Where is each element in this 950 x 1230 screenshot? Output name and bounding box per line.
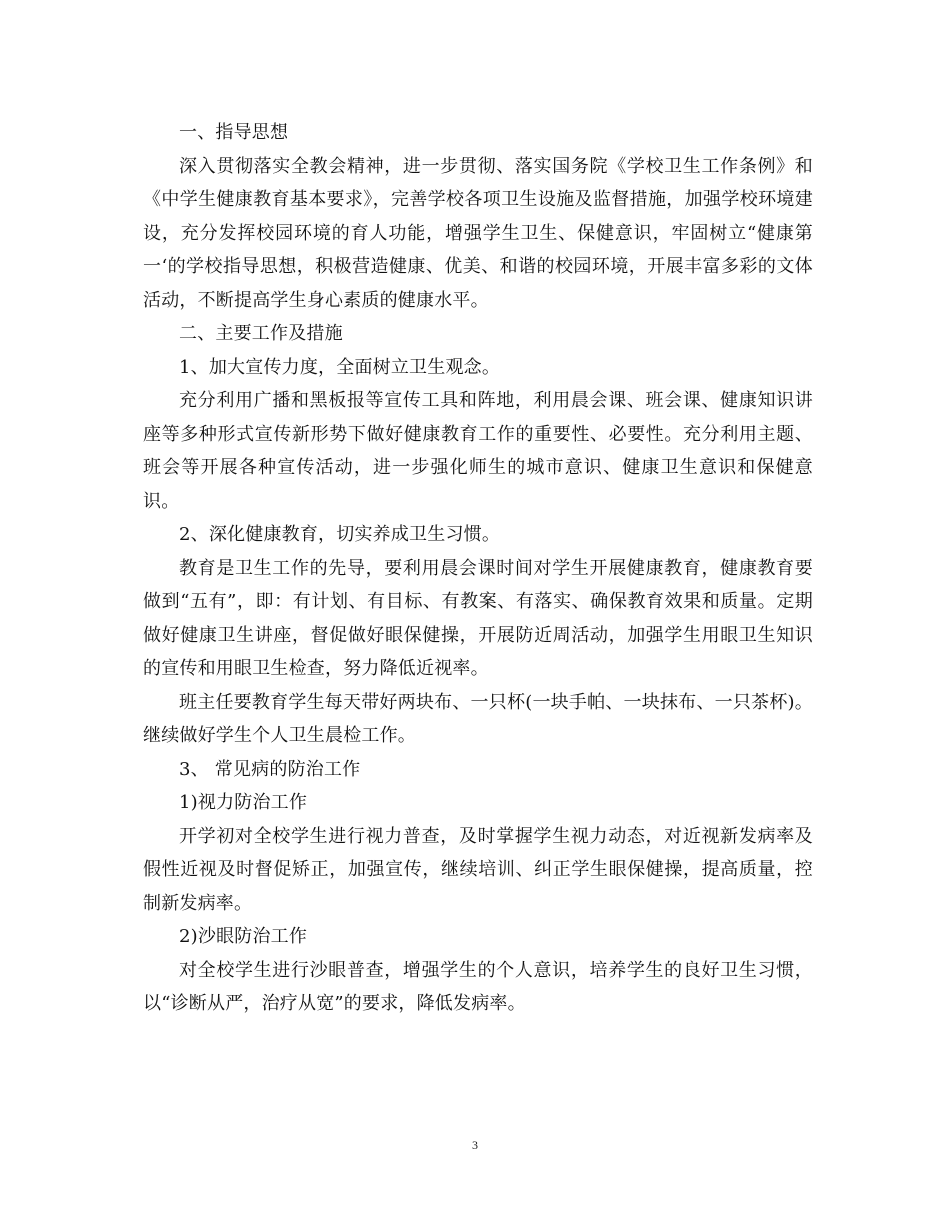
paragraph-publicity: 充分利用广播和黑板报等宣传工具和阵地，利用晨会课、班会课、健康知识讲座等多种形式宣传新形势下做好健康教育工作的重要性、必要性。充分利用主题、班会等开展各种宣传活动，进一步强化师生的城市意识、健康卫生意识和保健意识。: [143, 390, 813, 512]
subheading-trachoma: 2)沙眼防治工作: [179, 926, 308, 947]
section-heading-main-work: 二、主要工作及措施: [179, 323, 343, 344]
paragraph-class-teacher: 班主任要教育学生每天带好两块布、一只杯(一块手帕、一块抹布、一只茶杯)。继续做好学生个人卫生晨检工作。: [143, 691, 813, 746]
paragraph-guiding-ideology: 深入贯彻落实全教会精神，进一步贯彻、落实国务院《学校卫生工作条例》和《中学生健康教育基本要求》，完善学校各项卫生设施及监督措施，加强学校环境建设，充分发挥校园环境的育人功能，增强学生卫生、保健意识，牢固树立“健康第一‘的学校指导思想，积极营造健康、优美、和谐的校园环境，开展丰富多彩的文体活动，不断提高学生身心素质的健康水平。: [143, 155, 813, 311]
subheading-common-diseases: 3、 常见病的防治工作: [179, 758, 361, 780]
subheading-vision: 1)视力防治工作: [179, 792, 308, 813]
paragraph-health-education: 教育是卫生工作的先导，要利用晨会课时间对学生开展健康教育，健康教育要做到“五有”，即：有计划、有目标、有教案、有落实、确保教育效果和质量。定期做好健康卫生讲座，督促做好眼保健操，开展防近周活动，加强学生用眼卫生知识的宣传和用眼卫生检查，努力降低近视率。: [143, 557, 813, 679]
subheading-publicity: 1、加大宣传力度，全面树立卫生观念。: [179, 356, 501, 378]
paragraph-trachoma: 对全校学生进行沙眼普查，增强学生的个人意识，培养学生的良好卫生习惯，以“诊断从严，治疗从宽”的要求，降低发病率。: [143, 959, 813, 1014]
page-number: 3: [472, 1138, 478, 1152]
section-heading-guiding-ideology: 一、指导思想: [179, 122, 289, 143]
document-body: [143, 116, 813, 1021]
subheading-health-education: 2、深化健康教育，切实养成卫生习惯。: [179, 524, 501, 545]
paragraph-vision: 开学初对全校学生进行视力普查，及时掌握学生视力动态，对近视新发病率及假性近视及时督促矫正，加强宣传，继续培训、纠正学生眼保健操，提高质量，控制新发病率。: [143, 825, 813, 914]
